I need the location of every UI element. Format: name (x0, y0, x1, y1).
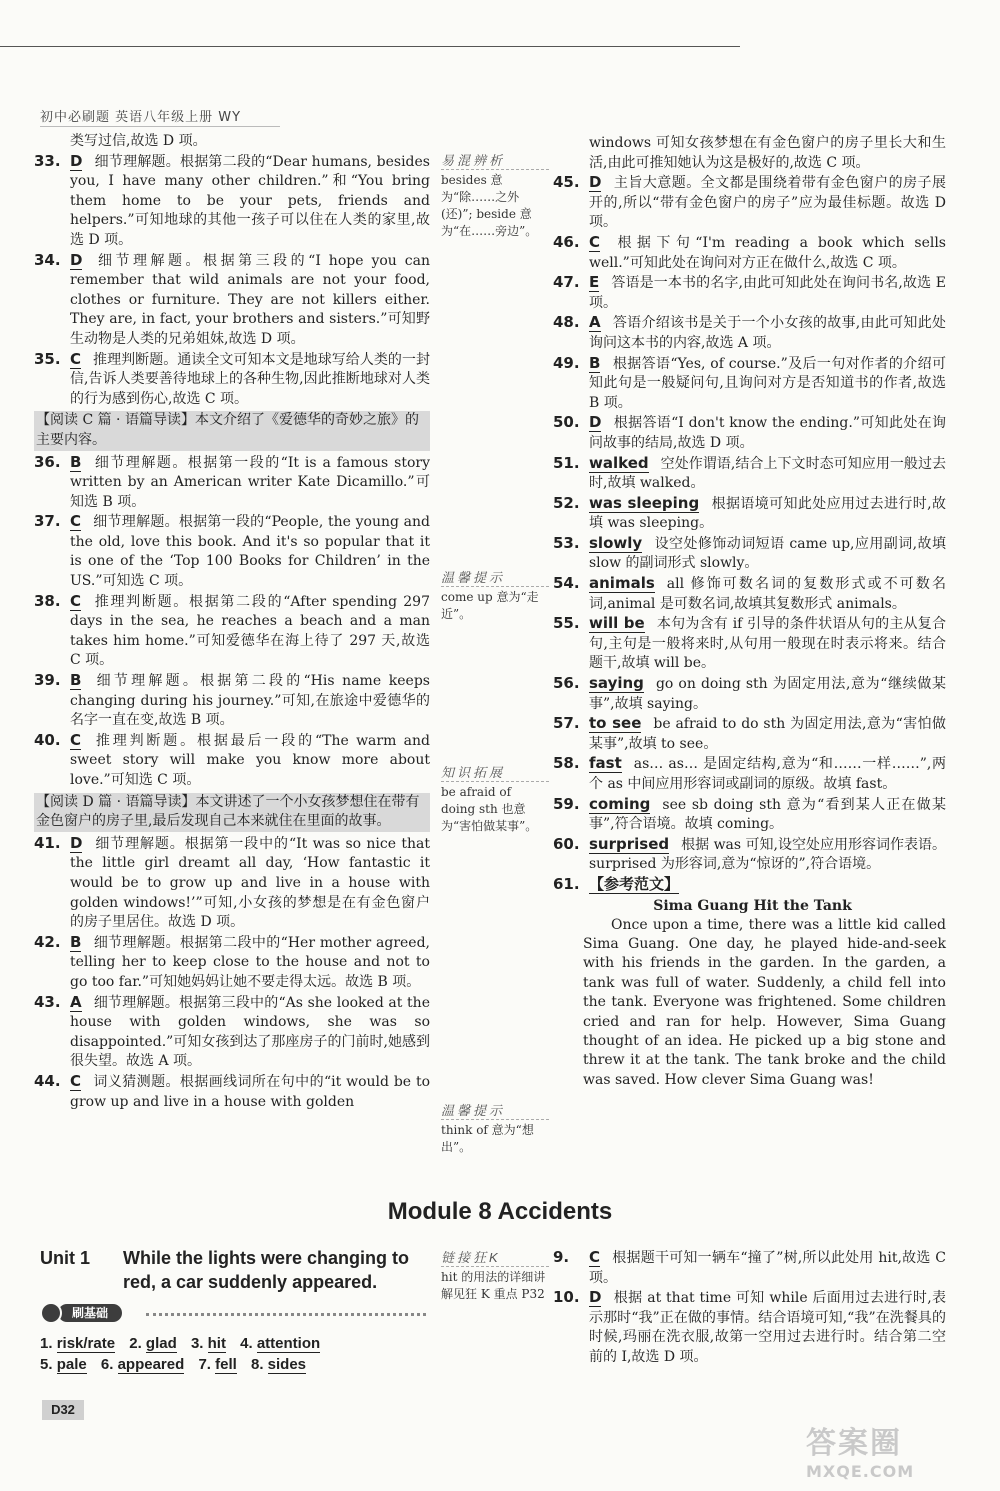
question-number: 36. (34, 452, 61, 471)
explanation-text: 根据答语“I don't know the ending.”可知此处在询问故事的结局,故选 D 项。 (589, 415, 946, 451)
question-number: 49. (553, 353, 580, 372)
explanation-text: 词义猜测题。根据画线词所在句中的“it would be to grow up and live in a house with golden (70, 1073, 430, 1110)
explanation-text: as… as… 是固定结构,意为“和……一样……”,两个 as 中间应用形容词或副词的原级。故填 fast。 (589, 756, 946, 792)
explanation-text: 细节理解题。根据第二段的“Dear humans, besides you, I have many other children.”和“You bring them home to be your pets, friends and helpers.”可知地球的其他一孩子可以住在人类的家里,故选 D 项。 (70, 153, 430, 248)
answer-key: D (589, 413, 602, 432)
answer-key: D (70, 151, 83, 170)
answer-key: walked (589, 453, 649, 472)
question-number: 55. (553, 614, 580, 633)
basics-num: 8. (250, 1356, 264, 1373)
answer-key: slowly (589, 533, 643, 552)
explanation-text: 推理判断题。通读全文可知本文是地球写给人类的一封信,告诉人类要善待地球上的各种生物,因此推断地球对人类的行为感到伤心,故选 C 项。 (70, 351, 430, 407)
basics-num: 5. (40, 1356, 53, 1373)
unit-heading (40, 1246, 440, 1294)
answer-key: B (589, 353, 601, 372)
badge-icon (40, 1302, 62, 1324)
question-number: 46. (553, 232, 580, 251)
margin-note-4 (441, 1100, 549, 1156)
answer-key: D (589, 1288, 602, 1307)
explanation-text: 推理判断题。根据第二段的“After spending 297 days in the sea, he reaches a beach and a man takes him home.”可知爱德华在海上待了 297 天,故选 C 项。 (70, 593, 430, 669)
answer-key: C (589, 1248, 601, 1266)
right-bottom-column (553, 1248, 946, 1368)
answer-key: saying (589, 674, 644, 693)
explanation-text: 空处作谓语,结合上下文时态可知应用一般过去时,故填 walked。 (589, 455, 946, 492)
margin-note-heading: 温馨提示 (441, 567, 549, 587)
question-number: 44. (34, 1071, 61, 1090)
basics-num: 7. (198, 1356, 211, 1373)
answer-key: C (70, 1071, 82, 1090)
answer-key: B (70, 452, 82, 471)
basics-word: fell (215, 1356, 237, 1373)
answer-item (34, 250, 430, 350)
basics-word: risk/rate (56, 1335, 116, 1352)
answer-item (553, 614, 947, 674)
answer-item (34, 512, 430, 591)
answer-key: 【参考范文】 (589, 874, 680, 893)
question-number: 54. (553, 574, 580, 593)
explanation-text: go on doing sth 为固定用法,意为“继续做某事”,故填 saying。 (589, 676, 946, 712)
answer-item (553, 232, 946, 273)
running-header: 初中必刷题 英语八年级上册 WY (40, 110, 242, 125)
explanation-text: 本句为含有 if 引导的条件状语从句的主从复合句,主句是一般将来时,从句用一般现在时表示将来。结合题干,故填 will be。 (589, 616, 947, 672)
right-column (553, 134, 947, 1090)
answer-item (34, 591, 430, 671)
question-number: 40. (34, 730, 61, 749)
continued-text: 类写过信,故选 D 项。 (70, 133, 207, 149)
watermark-logo (806, 1418, 976, 1481)
question-number: 51. (553, 453, 580, 472)
basics-num: 2. (129, 1335, 142, 1352)
watermark-line-2: MXQE.COM (806, 1462, 915, 1481)
answer-item (34, 671, 430, 731)
basics-num: 4. (240, 1335, 253, 1352)
explanation-text: 细节理解题。根据第二段中的“Her mother agreed, telling her to keep close to the house and not to go too far.”可知她妈妈让她不要走得太远。故选 B 项。 (70, 934, 430, 990)
answer-key: B (70, 671, 82, 690)
margin-note-text: besides 意为“除……之外(还)”; beside 意为“在……旁边”。 (441, 173, 538, 238)
question-number: 61. (553, 874, 580, 893)
answer-item (553, 1288, 946, 1367)
answer-key: D (70, 250, 83, 269)
passage-guide-box: 【阅读 D 篇 · 语篇导读】本文讲述了一个小女孩梦想住在带有金色窗户的房子里,最后发现自己本来就住在里面的故事。 (34, 793, 430, 832)
question-number: 53. (553, 533, 580, 552)
margin-note-2 (441, 567, 549, 623)
answer-key: animals (589, 574, 655, 593)
explanation-text: 答语介绍该书是关于一个小女孩的故事,由此可知此处询问这本书的内容,故选 A 项。 (589, 315, 946, 351)
answer-item (553, 834, 946, 875)
basics-num: 1. (40, 1335, 53, 1352)
unit-label: Unit 1 (40, 1248, 91, 1268)
watermark-line-1: 答案圈 (806, 1426, 902, 1461)
answer-key: will be (589, 614, 645, 633)
question-number: 50. (553, 413, 580, 432)
question-number: 58. (553, 754, 580, 773)
basics-badge (40, 1302, 140, 1324)
margin-note-text: hit 的用法的详细讲解见狂 K 重点 P32 (441, 1270, 546, 1301)
explanation-text: 根据语境可知此处应用过去进行时,故填 was sleeping。 (589, 495, 946, 532)
basics-word: glad (145, 1335, 177, 1352)
page-number: D32 (42, 1400, 84, 1420)
basics-num: 3. (190, 1335, 204, 1352)
question-number: 37. (34, 512, 61, 531)
margin-note-5 (441, 1247, 549, 1303)
answer-item (34, 932, 430, 993)
answer-item (553, 533, 946, 574)
answer-key: C (70, 730, 82, 749)
answer-item (553, 313, 946, 353)
margin-note-1 (441, 150, 549, 240)
dotted-divider (146, 1313, 426, 1316)
question-number: 33. (34, 151, 61, 170)
answer-key: C (70, 512, 82, 531)
margin-note-text: come up 意为“走近”。 (441, 590, 539, 621)
answer-item (553, 173, 946, 233)
question-number: 47. (553, 273, 580, 292)
answer-key: D (589, 173, 602, 192)
question-number: 48. (553, 313, 580, 332)
margin-note-heading: 温馨提示 (441, 1100, 549, 1120)
question-number: 45. (553, 173, 580, 192)
question-number: 42. (34, 932, 61, 951)
basics-word: sides (267, 1356, 307, 1373)
passage-guide-box: 【阅读 C 篇 · 语篇导读】本文介绍了《爱德华的奇妙之旅》的主要内容。 (34, 411, 430, 450)
question-number: 57. (553, 714, 580, 733)
answer-key: A (70, 992, 82, 1011)
answer-item (34, 833, 430, 933)
answer-item (553, 874, 946, 896)
answer-item (553, 273, 946, 313)
answer-key: B (70, 932, 82, 951)
explanation-text: 细节理解题。根据第一段的“People, the young and the old, love this book. And it's so popular that it is one of the ‘Top 100 Books for Children’ in the US.”可知选 C 项。 (70, 514, 430, 590)
question-number: 52. (553, 493, 580, 512)
basics-word: pale (56, 1356, 87, 1373)
explanation-text: 细节理解题。根据第一段的“It is a famous story written by an American writer Kate Dicamillo.”可知选 B 项。 (70, 454, 430, 510)
question-number: 59. (553, 794, 580, 813)
question-number: 9. (553, 1248, 570, 1266)
continued-text: windows 可知女孩梦想在有金色窗户的房子里长大和生活,由此可推知她认为这是极好的,故选 C 项。 (589, 135, 946, 171)
answer-item (553, 794, 946, 835)
question-number: 38. (34, 591, 61, 610)
question-number: 34. (34, 250, 61, 269)
basics-word: appeared (117, 1356, 185, 1373)
answer-item (34, 992, 430, 1072)
right-items (553, 134, 947, 896)
basics-row-1 (40, 1333, 440, 1354)
answer-key: fast (589, 754, 622, 773)
basics-num: 6. (100, 1356, 114, 1373)
margin-note-heading: 易混辨析 (441, 150, 549, 170)
answer-item (34, 730, 430, 791)
badge-label: 刷基础 (58, 1304, 122, 1322)
answer-key: was sleeping (589, 493, 700, 512)
answer-key: surprised (589, 834, 670, 853)
explanation-text: 根据 was 可知,设空处应用形容词作表语。surprised 为形容词,意为“惊讶的”,符合语境。 (589, 836, 946, 873)
answer-key: C (70, 349, 82, 368)
explanation-text: 根据 at that time 可知 while 后面用过去进行时,表示那时“我”正在做的事情。结合语境可知,“我”在洗餐具的时候,玛丽在洗衣服,故第一空用过去进行时。结合第二空前的 I,故选 D 项。 (589, 1290, 946, 1365)
basics-row-2 (40, 1354, 440, 1375)
header-rule (40, 126, 280, 127)
answer-item (34, 1071, 430, 1112)
answer-item (34, 349, 430, 410)
answer-key: D (70, 833, 83, 852)
left-column (34, 132, 430, 1112)
answer-key: A (589, 313, 601, 332)
explanation-text: 根据题干可知一辆车“撞了”树,所以此处用 hit,故选 C 项。 (589, 1250, 946, 1286)
answer-item (553, 674, 946, 714)
essay-title: Sima Guang Hit the Tank (653, 897, 852, 914)
answer-item (553, 493, 946, 534)
margin-note-text: be afraid of doing sth 也意为“害怕做某事”。 (441, 785, 538, 833)
essay-body: Once upon a time, there was a little kid called Sima Guang. One day, he played hide-and-seek with his friends in the garden. In the garden, a tank was full of water. Suddenly, a child fell into the tank. Everyone was frightened. Some children cried and ran for help. However, Sima Guang thought of an idea. He picked up a big stone and threw it at the tank. The tank broke and the child was saved. How clever Sima Guang was! (583, 916, 946, 1088)
answer-item (553, 1248, 946, 1288)
explanation-text: 细节理解题。根据第三段的“I hope you can remember that wild animals are not your food, clothes or furniture. They are not killers either. They are, in fact, your brothers and sisters.”可知野生动物是人类的兄弟姐妹,故选 D 项。 (70, 252, 430, 347)
answer-item (553, 413, 946, 453)
unit-title: While the lights were changing to red, a car suddenly appeared. (123, 1248, 410, 1292)
answer-item (553, 754, 946, 794)
answer-item (553, 453, 946, 494)
explanation-text: 主旨大意题。全文都是围绕着带有金色窗户的房子展开的,所以“带有金色窗户的房子”应为最佳标题。故选 D 项。 (589, 175, 946, 231)
answer-item (34, 151, 430, 251)
explanation-text: see sb doing sth 意为“看到某人正在做某事”,符合语境。故填 coming。 (589, 796, 946, 833)
basics-word: hit (207, 1335, 226, 1352)
margin-note-text: think of 意为“想出”。 (441, 1123, 534, 1154)
question-number: 56. (553, 674, 580, 693)
answer-key: C (70, 591, 82, 610)
explanation-text: 细节理解题。根据第一段中的“It was so nice that the little girl dreamt all day, ‘How fantastic it would be to grow up and live in a house with golden windows!’”可知,小女孩的梦想是在有金色窗户的房子里居住。故选 D 项。 (70, 835, 430, 931)
explanation-text: 设空处修饰动词短语 came up,应用副词,故填 slow 的副词形式 slowly。 (589, 535, 946, 572)
answer-item (553, 714, 946, 754)
answer-key: C (589, 232, 601, 251)
explanation-text: 细节理解题。根据第三段中的“As she looked at the house with golden windows, she was so disappointed.”可知女孩到达了那座房子的门前时,她感到很失望。故选 A 项。 (70, 994, 430, 1070)
margin-note-3 (441, 762, 549, 835)
basics-word: attention (256, 1335, 321, 1352)
answer-item (553, 574, 946, 614)
question-number: 60. (553, 834, 580, 853)
module-title: Module 8 Accidents (387, 1198, 613, 1225)
answer-key: to see (589, 714, 642, 733)
explanation-text: 根据下句“I'm reading a book which sells well.”可知此处在询问对方正在做什么,故选 C 项。 (589, 234, 946, 271)
explanation-text: 细节理解题。根据第二段的“His name keeps changing during his journey.”可知,在旅途中爱德华的名字一直在变,故选 B 项。 (70, 673, 430, 729)
basics-answers (40, 1333, 440, 1375)
question-number: 41. (34, 833, 61, 852)
explanation-text: 答语是一本书的名字,由此可知此处在询问书名,故选 E 项。 (589, 275, 946, 311)
answer-key: E (589, 273, 600, 292)
margin-note-heading: 链接狂K (441, 1247, 549, 1267)
question-number: 35. (34, 349, 61, 368)
explanation-text: be afraid to do sth 为固定用法,意为“害怕做某事”,故填 to see。 (589, 716, 946, 752)
question-number: 10. (553, 1288, 580, 1307)
question-number: 39. (34, 671, 61, 690)
explanation-text: all 修饰可数名词的复数形式或不可数名词,animal 是可数名词,故填其复数形式 animals。 (589, 576, 946, 612)
explanation-text: 根据答语“Yes, of course.”及后一句对作者的介绍可知此句是一般疑问句,且询问对方是否知道书的作者,故选 B 项。 (589, 355, 946, 411)
margin-note-heading: 知识拓展 (441, 762, 549, 782)
answer-key: coming (589, 794, 651, 813)
answer-item (34, 452, 430, 513)
question-number: 43. (34, 992, 61, 1011)
answer-item (553, 353, 946, 414)
explanation-text: 推理判断题。根据最后一段的“The warm and sweet story will make you know more about love.”可知选 C 项。 (70, 732, 430, 788)
top-rule (0, 46, 740, 47)
